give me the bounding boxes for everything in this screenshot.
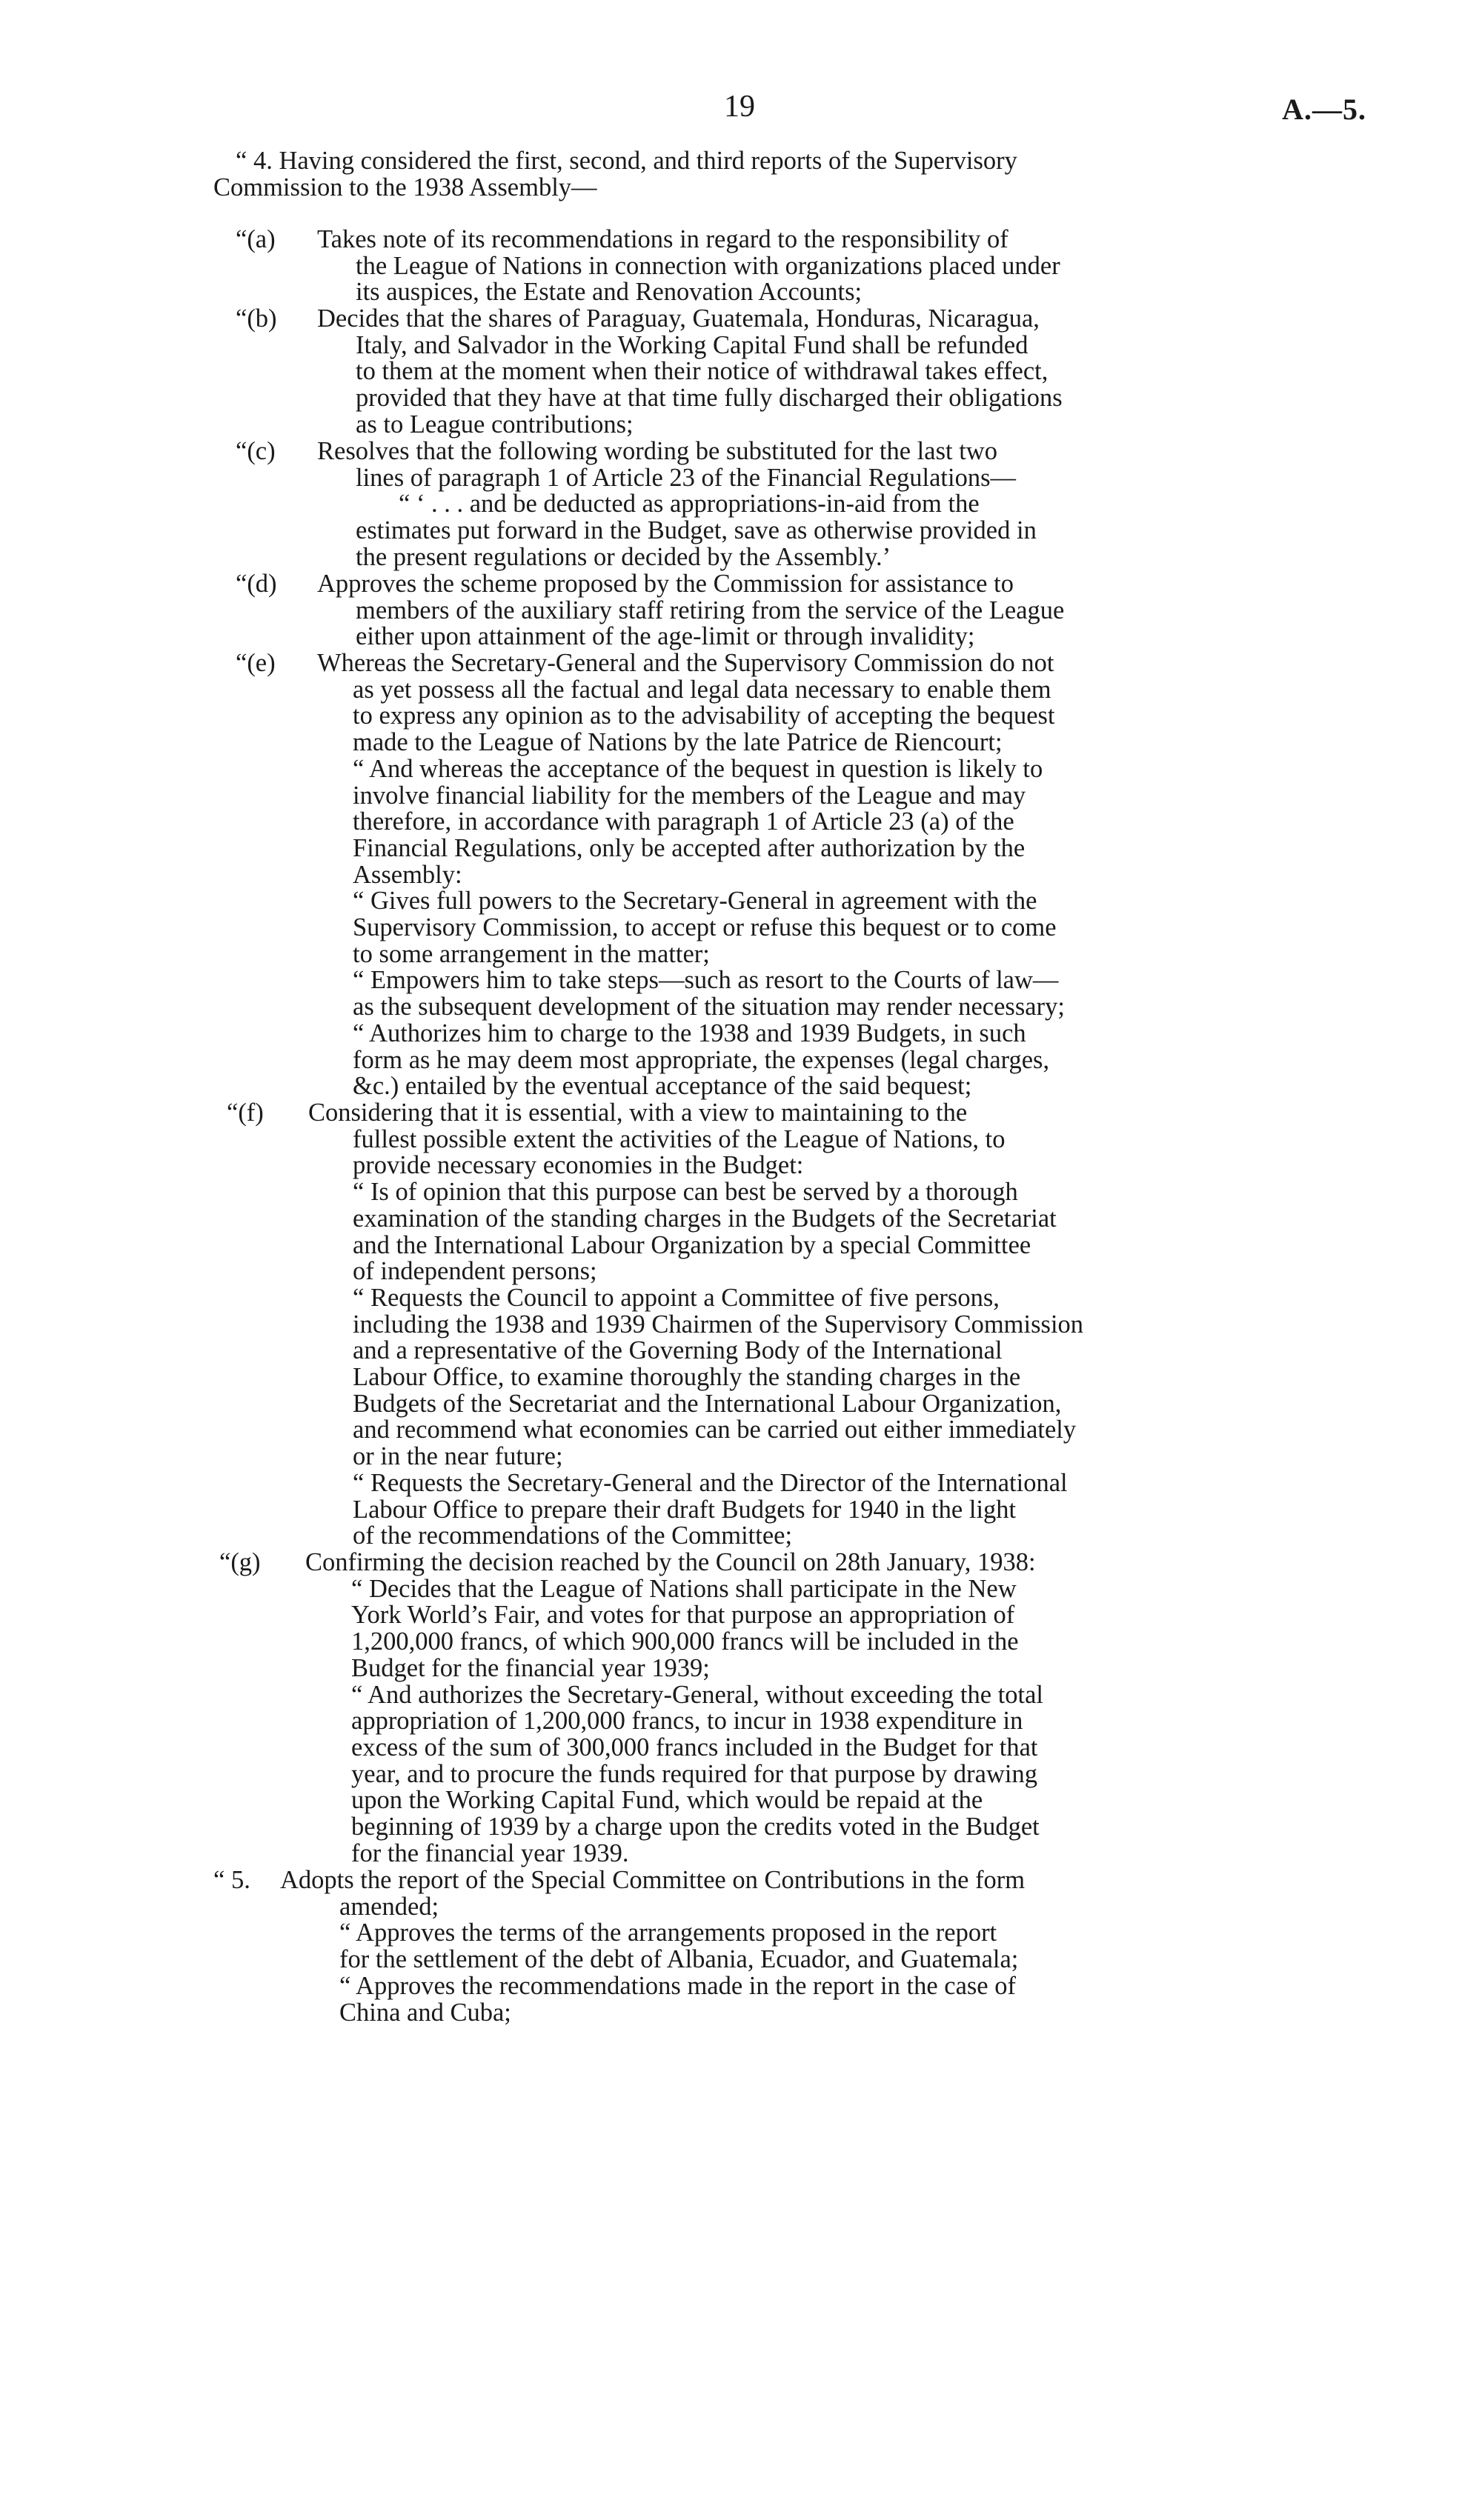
- document-reference: A.—5.: [1282, 93, 1366, 126]
- item-label: “(a): [236, 225, 276, 253]
- text-line: Assembly:: [353, 860, 462, 889]
- text-line: Considering that it is essential, with a view to maintaining to the: [308, 1099, 968, 1127]
- text-line: Italy, and Salvador in the Working Capital Fund shall be refunded: [356, 330, 1028, 359]
- text-line: the present regulations or decided by the Assembly.’: [356, 542, 891, 571]
- text-line: “ Requests the Secretary-General and the Director of the International: [353, 1468, 1068, 1497]
- text-line: Supervisory Commission, to accept or refuse this bequest or to come: [353, 913, 1057, 942]
- text-line: provided that they have at that time fully discharged their obligations: [356, 384, 1063, 413]
- text-line: Confirming the decision reached by the Council on 28th January, 1938:: [305, 1548, 1036, 1576]
- text-line: including the 1938 and 1939 Chairmen of the Supervisory Commission: [353, 1310, 1084, 1339]
- text-line: to some arrangement in the matter;: [353, 939, 710, 968]
- text-line: “ And authorizes the Secretary-General, without exceeding the total: [351, 1680, 1044, 1709]
- item-f: [0, 1100, 1479, 1550]
- text-line: Labour Office to prepare their draft Budgets for 1940 in the light: [353, 1495, 1017, 1524]
- text-line: as the subsequent development of the situation may render necessary;: [353, 993, 1065, 1021]
- text-line: or in the near future;: [353, 1442, 563, 1471]
- text-line: Approves the scheme proposed by the Commission for assistance to: [317, 570, 1014, 598]
- text-line: Labour Office, to examine thoroughly the standing charges in the: [353, 1363, 1021, 1392]
- text-line: 1,200,000 francs, of which 900,000 francs will be included in the: [351, 1627, 1019, 1656]
- text-line: “ Empowers him to take steps—such as resort to the Courts of law—: [353, 966, 1059, 995]
- paragraph-4: [0, 148, 1479, 201]
- text-line: China and Cuba;: [339, 1998, 511, 2027]
- item-d: [0, 571, 1479, 650]
- text-line: its auspices, the Estate and Renovation Accounts;: [356, 278, 863, 307]
- text-line: year, and to procure the funds required for that purpose by drawing: [351, 1759, 1037, 1788]
- text-line: “ Approves the terms of the arrangements proposed in the report: [339, 1919, 997, 1947]
- item-c: [0, 439, 1479, 571]
- text-line: form as he may deem most appropriate, the expenses (legal charges,: [353, 1045, 1050, 1074]
- text-line: made to the League of Nations by the late Patrice de Riencourt;: [353, 728, 1003, 757]
- item-label: “(g): [219, 1548, 261, 1576]
- page-number: 19: [724, 90, 755, 124]
- text-line: appropriation of 1,200,000 francs, to incur in 1938 expenditure in: [351, 1707, 1023, 1736]
- text-line: “ Requests the Council to appoint a Committee of five persons,: [353, 1283, 1000, 1312]
- text-line: members of the auxiliary staff retiring from the service of the League: [356, 596, 1065, 624]
- text-line: “ Gives full powers to the Secretary-General in agreement with the: [353, 887, 1037, 916]
- text-line: either upon attainment of the age-limit or through invalidity;: [356, 622, 975, 651]
- text-line: of independent persons;: [353, 1257, 597, 1286]
- text-line: Decides that the shares of Paraguay, Guatemala, Honduras, Nicaragua,: [317, 304, 1040, 333]
- text-line: to them at the moment when their notice of withdrawal takes effect,: [356, 357, 1048, 386]
- text-line: of the recommendations of the Committee;: [353, 1521, 793, 1550]
- paragraph-5: [0, 1867, 1479, 2026]
- item-a: [0, 227, 1479, 306]
- text-line: Takes note of its recommendations in regard to the responsibility of: [317, 225, 1008, 253]
- text-line: “ Approves the recommendations made in the report in the case of: [339, 1971, 1016, 2000]
- text-line: involve financial liability for the members of the League and may: [353, 781, 1026, 810]
- text-line: as to League contributions;: [356, 410, 634, 439]
- text-line: fullest possible extent the activities of the League of Nations, to: [353, 1124, 1006, 1153]
- text-line: “ ‘ . . . and be deducted as appropriations-in-aid from the: [399, 490, 980, 519]
- text-line: therefore, in accordance with paragraph 1 of Article 23 (a) of the: [353, 807, 1014, 836]
- text-line: and a representative of the Governing Body of the International: [353, 1336, 1003, 1365]
- item-label: “(c): [236, 437, 276, 465]
- text-line: “ 4. Having considered the first, second, and third reports of the Supervisory: [236, 147, 1017, 175]
- item-label: “(d): [236, 570, 277, 598]
- item-e: [0, 650, 1479, 1100]
- text-line: and the International Labour Organization by a special Committee: [353, 1230, 1031, 1259]
- text-line: beginning of 1939 by a charge upon the credits voted in the Budget: [351, 1813, 1040, 1841]
- text-line: to express any opinion as to the advisability of accepting the bequest: [353, 701, 1055, 730]
- text-line: excess of the sum of 300,000 francs included in the Budget for that: [351, 1733, 1038, 1761]
- text-line: “ And whereas the acceptance of the bequest in question is likely to: [353, 754, 1043, 783]
- text-line: “ Is of opinion that this purpose can best be served by a thorough: [353, 1178, 1018, 1207]
- text-line: estimates put forward in the Budget, save as otherwise provided in: [356, 516, 1037, 545]
- text-line: as yet possess all the factual and legal data necessary to enable them: [353, 675, 1051, 704]
- text-line: “ Authorizes him to charge to the 1938 and 1939 Budgets, in such: [353, 1019, 1026, 1047]
- text-line: examination of the standing charges in the Budgets of the Secretariat: [353, 1204, 1057, 1233]
- text-line: Budget for the financial year 1939;: [351, 1653, 710, 1682]
- text-line: Financial Regulations, only be accepted after authorization by the: [353, 833, 1026, 862]
- item-label: “(b): [236, 304, 277, 333]
- text-line: the League of Nations in connection with organizations placed under: [356, 251, 1060, 280]
- text-line: Whereas the Secretary-General and the Supervisory Commission do not: [317, 649, 1054, 677]
- text-line: and recommend what economies can be carried out either immediately: [353, 1416, 1077, 1444]
- text-line: lines of paragraph 1 of Article 23 of the Financial Regulations—: [356, 463, 1017, 492]
- text-line: for the settlement of the debt of Albania, Ecuador, and Guatemala;: [339, 1945, 1019, 1974]
- item-b: [0, 306, 1479, 439]
- text-line: York World’s Fair, and votes for that purpose an appropriation of: [351, 1601, 1015, 1630]
- item-label: “ 5.: [213, 1866, 250, 1894]
- item-label: “(e): [236, 649, 276, 677]
- text-line: &c.) entailed by the eventual acceptance of the said bequest;: [353, 1072, 972, 1101]
- text-line: for the financial year 1939.: [351, 1839, 629, 1867]
- item-g: [0, 1550, 1479, 1867]
- text-line: Adopts the report of the Special Committee on Contributions in the form: [280, 1866, 1026, 1894]
- text-line: Resolves that the following wording be substituted for the last two: [317, 437, 997, 465]
- text-line: upon the Working Capital Fund, which would be repaid at the: [351, 1786, 983, 1815]
- text-line: provide necessary economies in the Budget:: [353, 1151, 804, 1180]
- item-label: “(f): [227, 1099, 264, 1127]
- text-line: Budgets of the Secretariat and the International Labour Organization,: [353, 1389, 1062, 1418]
- text-line: Commission to the 1938 Assembly—: [213, 173, 597, 201]
- text-line: “ Decides that the League of Nations shall participate in the New: [351, 1574, 1017, 1603]
- text-line: amended;: [339, 1892, 439, 1921]
